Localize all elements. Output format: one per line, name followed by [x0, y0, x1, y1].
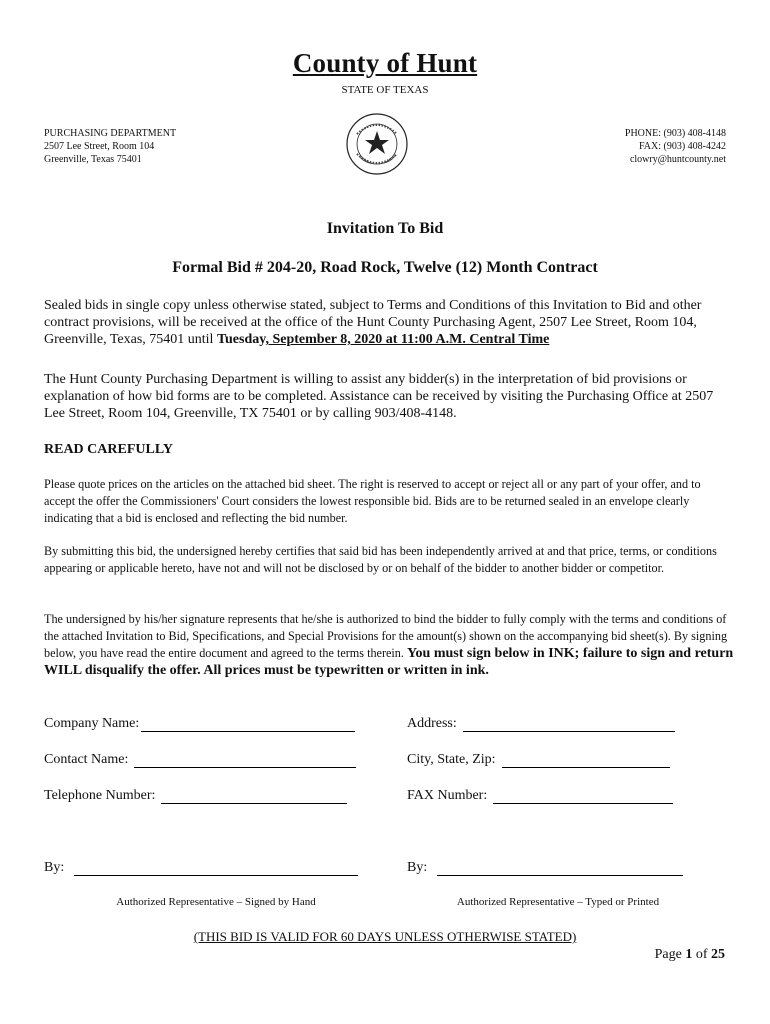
signed-by-hand-caption: Authorized Representative – Signed by Hand — [116, 896, 316, 908]
fax-text: FAX: (903) 408-4242 — [638, 141, 726, 152]
address-line[interactable] — [463, 717, 675, 732]
company-name-label: Company Name: — [44, 716, 140, 731]
contact-name-label: Contact Name: — [44, 752, 129, 767]
printed-name-by-field[interactable] — [407, 860, 683, 876]
company-name-line[interactable] — [141, 717, 355, 732]
county-seal-icon — [345, 112, 409, 176]
page-label: Page — [654, 947, 682, 962]
signature-by-label: By: — [44, 860, 65, 875]
typed-or-printed-caption: Authorized Representative – Typed or Printed — [456, 896, 660, 908]
fax-line[interactable] — [493, 789, 673, 804]
telephone-line[interactable] — [161, 789, 347, 804]
read-carefully-heading: READ CAREFULLY — [44, 442, 174, 457]
department-name: PURCHASING DEPARTMENT — [44, 128, 177, 139]
contact-name-field[interactable] — [44, 752, 356, 768]
validity-notice: (THIS BID IS VALID FOR 60 DAYS UNLESS OTHERWISE STATED) — [193, 929, 577, 944]
page-current: 1 — [685, 947, 693, 962]
quote-paragraph: Please quote prices on the articles on the attached bid sheet. The right is reserved to accept or reject all or any part of your offer, and to accept the offer the Commissioners' Court considers the lowest responsible bid. Bids are to be returned sealed in an envelope clearly indicating that a bid is enclosed and reflecting the bid number. — [44, 477, 701, 525]
fax-field[interactable] — [407, 788, 673, 804]
intro-text: Sealed bids in single copy unless otherwise stated, subject to Terms and Conditions of this Invitation to Bid and other contract provisions, will be received at the office of the Hunt County Purchasing Agent, 2507 Lee Street, Room 104, Greenville, Texas, 75401 until — [44, 298, 702, 347]
printed-name-line[interactable] — [437, 861, 683, 876]
page-total: 25 — [711, 947, 725, 962]
signature-line[interactable] — [74, 861, 358, 876]
signature-paragraph — [44, 611, 734, 679]
assistance-paragraph: The Hunt County Purchasing Department is willing to assist any bidder(s) in the interpretation of bid provisions or explanation of how bid forms are to be completed. Assistance can be received by visiting the Purchasing Office at 2507 Lee Street, Room 104, Greenville, TX 75401 or by calling 903/408-4148. — [44, 372, 714, 421]
department-city: Greenville, Texas 75401 — [44, 154, 142, 165]
signature-text: The undersigned by his/her signature represents that he/she is authorized to bind the bidder to fully comply with the terms and conditions of the attached Invitation to Bid, Specifications, and Special Provisions for the amount(s) shown on the accompanying bid sheet(s). By signing below, you have read the entire document and agreed to the terms therein. — [44, 612, 728, 660]
department-block — [44, 127, 176, 166]
fax-label: FAX Number: — [407, 788, 488, 803]
document-title: County of Hunt — [292, 48, 478, 78]
signature-by-field[interactable] — [44, 860, 358, 876]
certification-paragraph: By submitting this bid, the undersigned hereby certifies that said bid has been independently arrived at and that price, terms, or conditions appearing or applicable hereto, have not and will not be disclosed by or on behalf of the bidder to another bidder or competitor. — [44, 544, 717, 575]
contact-name-line[interactable] — [134, 753, 356, 768]
page-of: of — [695, 947, 708, 962]
email-link[interactable]: clowry@huntcounty.net — [629, 154, 726, 165]
company-name-field[interactable] — [44, 716, 355, 732]
page-number — [655, 947, 725, 963]
contact-block — [625, 127, 726, 166]
invitation-heading: Invitation To Bid — [326, 220, 444, 237]
telephone-label: Telephone Number: — [44, 788, 156, 803]
deadline-datetime: , September 8, 2020 at 11:00 A.M. Central Time — [265, 332, 550, 347]
deadline-day: Tuesday — [216, 332, 266, 347]
department-street: 2507 Lee Street, Room 104 — [44, 141, 155, 152]
document-subtitle: STATE OF TEXAS — [341, 84, 429, 96]
city-state-zip-label: City, State, Zip: — [407, 752, 496, 767]
city-state-zip-line[interactable] — [502, 753, 670, 768]
printed-name-by-label: By: — [407, 860, 428, 875]
address-field[interactable] — [407, 716, 675, 732]
telephone-field[interactable] — [44, 788, 347, 804]
signature-warning: You must sign below in INK; failure to sign and return WILL disqualify the offer. All prices must be typewritten or written in ink. — [44, 646, 734, 678]
intro-paragraph — [44, 297, 734, 348]
bid-title: Formal Bid # 204-20, Road Rock, Twelve (12) Month Contract — [172, 259, 598, 276]
phone-text: PHONE: (903) 408-4148 — [624, 128, 726, 139]
city-state-zip-field[interactable] — [407, 752, 670, 768]
address-label: Address: — [407, 716, 457, 731]
